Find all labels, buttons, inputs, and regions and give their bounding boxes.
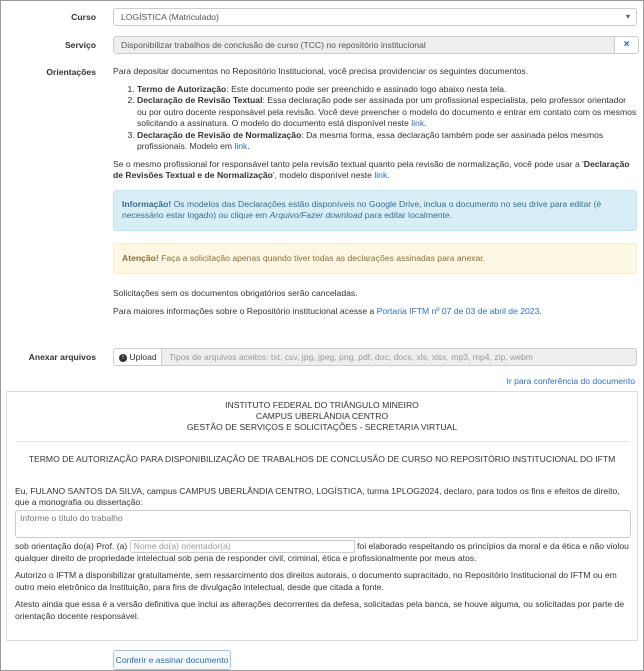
info-alert-end: para editar localmente. <box>362 210 453 220</box>
upload-icon: ↑ <box>119 354 127 362</box>
portaria-link[interactable]: Portaria IFTM nº 07 de 03 de abril de 2023 <box>376 305 540 316</box>
chevron-down-icon: ▾ <box>625 12 630 21</box>
list-item <box>137 130 637 153</box>
department-name: GESTÃO DE SERVIÇOS E SOLICITAÇÕES - SECRETARIA VIRTUAL <box>186 422 458 432</box>
close-icon: × <box>623 39 630 50</box>
orientacoes-content <box>113 66 637 323</box>
divider <box>15 441 629 442</box>
list-item <box>137 84 637 96</box>
servico-field <box>113 36 615 54</box>
thesis-title-input[interactable] <box>15 510 631 538</box>
warning-alert-title: Atenção! <box>122 252 159 263</box>
cancel-note: Solicitações sem os documentos obrigatórios serão canceladas. <box>113 288 358 298</box>
upload-button[interactable] <box>113 348 162 366</box>
warning-alert-text: Faça a solicitação apenas quando tiver todas as declarações assinadas para anexar. <box>158 252 486 263</box>
info-alert <box>113 190 637 231</box>
more-info-text: Para maiores informações sobre o Repositório institucional acesse a <box>113 305 377 316</box>
advisor-name-input[interactable]: Nome do(a) orientador(a) <box>130 540 355 553</box>
declaration-text: Eu, FULANO SANTOS DA SILVA, campus CAMPUS UBERLÂNDIA CENTRO, LOGÍSTICA, turma 1PLOG2024, declaro, para todos os fins e efeitos de direito, que a monografia ou dissertação: <box>15 485 620 507</box>
clear-servico-button[interactable] <box>615 36 639 54</box>
upload-label: Upload <box>129 352 157 362</box>
advisor-prefix: sob orientação do(a) Prof. (a) <box>15 540 128 551</box>
revisao-textual-link[interactable]: link <box>411 118 425 128</box>
item-text: : Essa declaração pode ser assinada por um profissional especialista, pelo professor orientador ou por outro docente responsável pela revisão. Você deve preencher o modelo do documento e entrar em contato com os mesmos solicitando a assinatura. O modelo do documento está disponível neste <box>137 95 637 128</box>
orientacoes-intro: Para depositar documentos no Repositório Institucional, você precisa providenciar os seguintes documentos. <box>113 66 529 76</box>
item-text: : Este documento pode ser preenchido e assinado logo abaixo nesta tela. <box>226 83 507 94</box>
document-title: TERMO DE AUTORIZAÇÃO PARA DISPONIBILIZAÇÃO DE TRABALHOS DE CONCLUSÃO DE CURSO NO REPOSITÓRIO INSTITUCIONAL DO IFTM <box>28 454 616 464</box>
note-text: ', modelo disponível neste <box>272 170 375 180</box>
advisor-suffix: foi elaborado respeitando os princípios da moral e da ética e não violou qualquer direito de propriedade intelectual sob pena de responder civil, criminal, ética e profissionalmente por meus atos. <box>15 540 629 563</box>
authorization-paragraph: Autorizo o IFTM a disponibilizar gratuitamente, sem ressarcimento dos direitos autorais, o documento supracitado, no Repositório Institucional do IFTM ou em outro meio eletrônico da Instituição, para fins de divulgação intelectual, desde que citada a fonte. <box>15 570 617 592</box>
more-info-note <box>113 306 637 318</box>
declaracao-combinada-link[interactable]: link <box>374 170 388 180</box>
orientacoes-label: Orientações <box>46 67 96 77</box>
file-types-text: Tipos de arquivos aceitos: txt, csv, jpg, jpeg, png, pdf, doc, docx, xls, xlsx, mp3, mp4, zip, webm <box>169 352 533 362</box>
item-end: . <box>247 141 250 151</box>
note-bold: Declaração de Revisões Textual e de Normalização <box>113 158 630 180</box>
info-alert-text: Os modelos das Declarações estão disponíveis no Google Drive, inclua o documento no seu drive para editar (é necessário estar logado) ou clique em <box>122 198 602 220</box>
servico-label: Serviço <box>64 40 96 50</box>
note-end: . <box>387 170 390 180</box>
campus-name: CAMPUS UBERLÂNDIA CENTRO <box>255 411 389 421</box>
authorization-document <box>6 391 638 641</box>
same-professional-note <box>113 159 637 182</box>
anexar-label: Anexar arquivos <box>28 352 96 362</box>
curso-select[interactable] <box>113 8 637 26</box>
curso-value: LOGÍSTICA (Matriculado) <box>121 12 219 22</box>
conferencia-link[interactable]: Ir para conferência do documento <box>506 376 635 386</box>
item-title: Declaração de Revisão de Normalização <box>137 129 302 140</box>
info-alert-title: Informação! <box>122 198 172 209</box>
note-text: Se o mesmo profissional for responsável tanto pela revisão textual quanto pela revisão de normalização, você pode usar a ' <box>113 158 584 169</box>
required-documents-list <box>113 84 637 153</box>
curso-label: Curso <box>71 12 96 22</box>
document-header <box>15 400 629 433</box>
advisor-paragraph <box>15 540 629 565</box>
item-title: Termo de Autorização <box>137 83 227 94</box>
confirm-sign-button[interactable]: Conferir e assinar documento <box>113 650 231 670</box>
more-info-end: . <box>539 305 542 316</box>
item-end: . <box>424 118 427 128</box>
item-text: : Da mesma forma, essa declaração também pode ser assinada pelos mesmos profissionais. Modelo em <box>137 129 604 151</box>
warning-alert <box>113 243 637 275</box>
file-types-field[interactable] <box>162 348 637 366</box>
attestation-paragraph: Atesto ainda que essa é a versão definitiva que inclui as alterações decorrentes da defesa, solicitadas pela banca, se houve alguma, ou solicitadas por parte de orientação docente responsável. <box>15 599 625 621</box>
list-item <box>137 95 637 130</box>
revisao-normalizacao-link[interactable]: link <box>234 141 248 151</box>
institution-name: INSTITUTO FEDERAL DO TRIÂNGULO MINEIRO <box>225 400 419 410</box>
info-alert-italic: Arquivo/Fazer download <box>269 210 363 220</box>
servico-value: Disponibilizar trabalhos de conclusão de curso (TCC) no repositório institucional <box>121 40 426 50</box>
item-title: Declaração de Revisão Textual <box>137 95 263 105</box>
